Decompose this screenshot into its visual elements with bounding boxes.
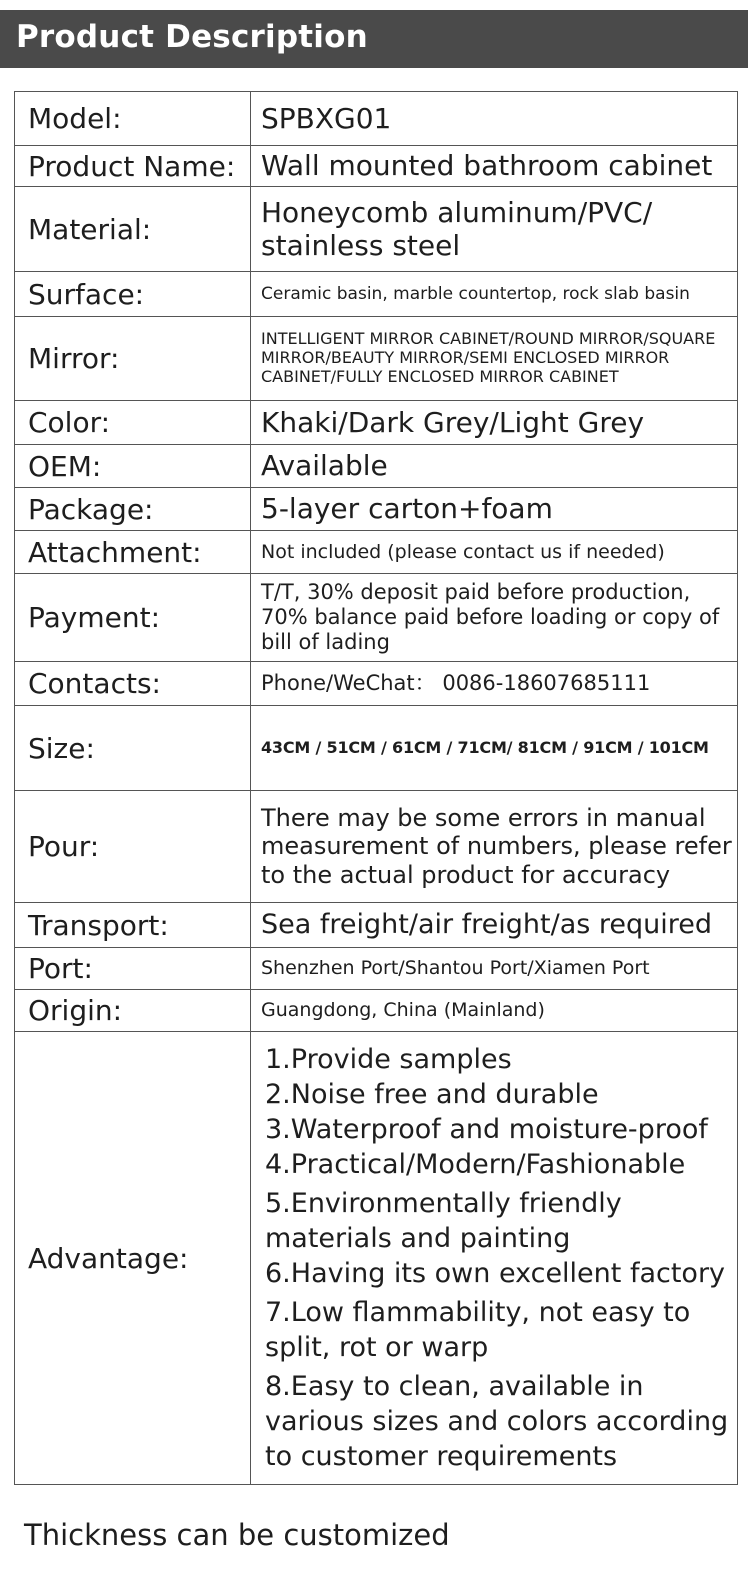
spec-label: Surface:	[15, 272, 251, 317]
spec-row-advantage	[15, 1032, 738, 1485]
spec-label: Payment:	[15, 574, 251, 662]
spec-label: Model:	[15, 92, 251, 146]
spec-row-size	[15, 706, 738, 791]
spec-value: INTELLIGENT MIRROR CABINET/ROUND MIRROR/SQUARE MIRROR/BEAUTY MIRROR/SEMI ENCLOSED MIRROR CABINET/FULLY ENCLOSED MIRROR CABINET	[251, 317, 738, 401]
spec-value: 5-layer carton+foam	[251, 488, 738, 531]
advantage-item: 5.Environmentally friendly materials and painting	[265, 1188, 622, 1254]
section-title: Product Description	[16, 19, 368, 55]
spec-label: Mirror:	[15, 317, 251, 401]
spec-value: Honeycomb aluminum/PVC/ stainless steel	[251, 187, 738, 272]
spec-label: Product Name:	[15, 146, 251, 187]
spec-row-material	[15, 187, 738, 272]
spec-row-origin	[15, 990, 738, 1032]
advantage-item: 2.Noise free and durable	[265, 1079, 599, 1110]
spec-label: Package:	[15, 488, 251, 531]
spec-label: Material:	[15, 187, 251, 272]
spec-row-transport	[15, 903, 738, 948]
spec-label: Color:	[15, 401, 251, 445]
spec-value: Guangdong, China (Mainland)	[251, 990, 738, 1032]
spec-row-port	[15, 948, 738, 990]
spec-label: Pour:	[15, 791, 251, 903]
spec-row-mirror	[15, 317, 738, 401]
spec-label: Size:	[15, 706, 251, 791]
advantage-item: 4.Practical/Modern/Fashionable	[265, 1149, 686, 1180]
spec-row-attachment	[15, 531, 738, 574]
spec-row-surface	[15, 272, 738, 317]
spec-value: Available	[251, 445, 738, 488]
advantage-item: 8.Easy to clean, available in various sizes and colors according to customer requirements	[265, 1371, 729, 1472]
spec-value: There may be some errors in manual measurement of numbers, please refer to the actual product for accuracy	[251, 791, 738, 903]
spec-value: Khaki/Dark Grey/Light Grey	[251, 401, 738, 445]
spec-row-color	[15, 401, 738, 445]
spec-row-payment	[15, 574, 738, 662]
spec-label: Transport:	[15, 903, 251, 948]
spec-label: Advantage:	[15, 1032, 251, 1485]
spec-label: Port:	[15, 948, 251, 990]
spec-row-model	[15, 92, 738, 146]
spec-value: Wall mounted bathroom cabinet	[251, 146, 738, 187]
spec-value: Phone/WeChat： 0086-18607685111	[251, 662, 738, 706]
spec-value: Ceramic basin, marble countertop, rock slab basin	[251, 272, 738, 317]
spec-row-contacts	[15, 662, 738, 706]
spec-label: Origin:	[15, 990, 251, 1032]
advantage-item: 6.Having its own excellent factory	[265, 1258, 726, 1289]
spec-label: Attachment:	[15, 531, 251, 574]
spec-value: SPBXG01	[251, 92, 738, 146]
advantage-list	[261, 1042, 737, 1474]
spec-row-product-name	[15, 146, 738, 187]
advantage-item: 1.Provide samples	[265, 1044, 512, 1075]
spec-value: Shenzhen Port/Shantou Port/Xiamen Port	[251, 948, 738, 990]
spec-value: Not included (please contact us if needed)	[251, 531, 738, 574]
spec-row-package	[15, 488, 738, 531]
thickness-note: Thickness can be customized	[24, 1518, 450, 1552]
spec-row-pour	[15, 791, 738, 903]
spec-label: OEM:	[15, 445, 251, 488]
spec-table	[14, 91, 738, 1485]
spec-label: Contacts:	[15, 662, 251, 706]
section-header	[0, 10, 748, 68]
spec-value: Sea freight/air freight/as required	[251, 903, 738, 948]
advantage-item: 3.Waterproof and moisture-proof	[265, 1114, 708, 1145]
advantage-item: 7.Low flammability, not easy to split, rot or warp	[265, 1297, 691, 1363]
spec-value: T/T, 30% deposit paid before production, 70% balance paid before loading or copy of bill of lading	[251, 574, 738, 662]
spec-value: 43CM / 51CM / 61CM / 71CM/ 81CM / 91CM / 101CM	[251, 706, 738, 791]
advantage-cell	[251, 1032, 738, 1485]
spec-row-oem	[15, 445, 738, 488]
